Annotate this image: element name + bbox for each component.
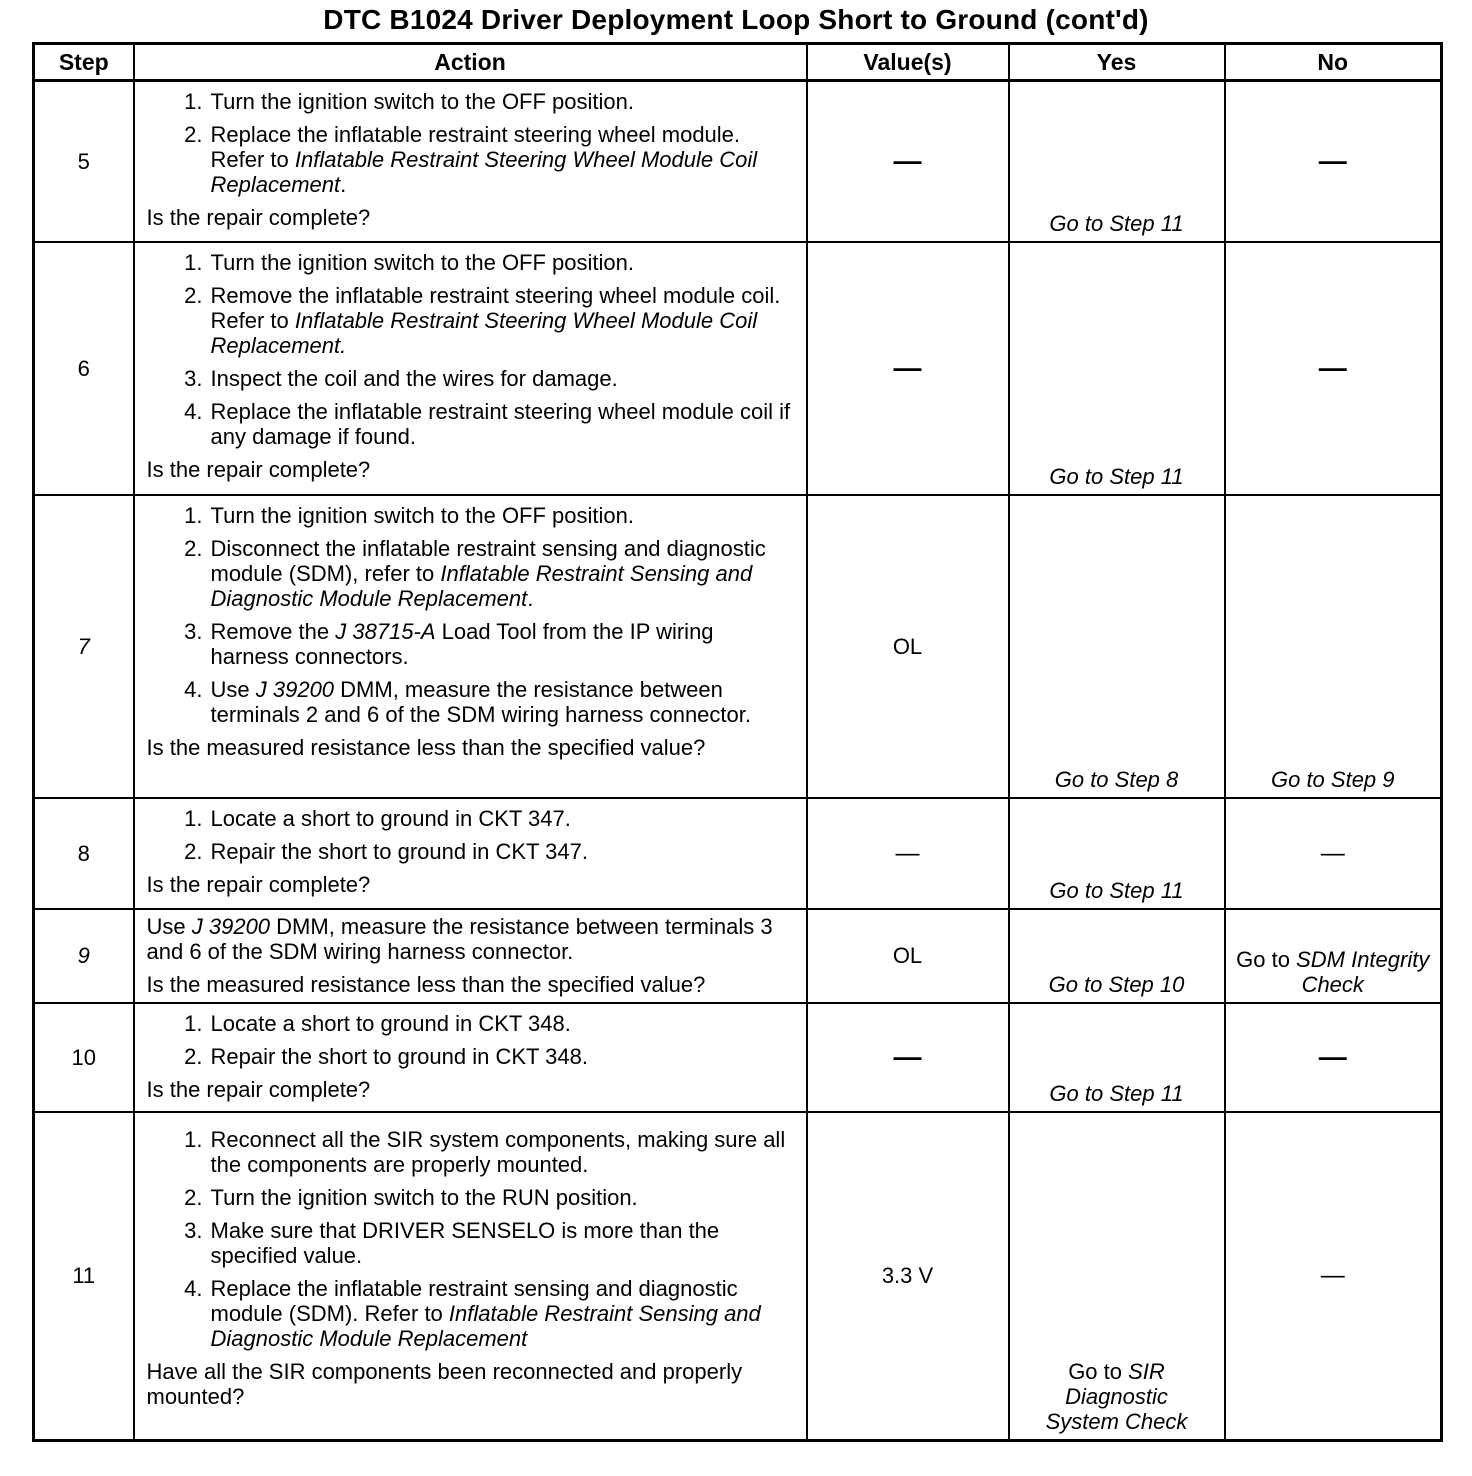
item-number: 4. xyxy=(184,676,203,702)
no-goto: — xyxy=(1318,351,1347,383)
reference-link: Inflatable Restraint Sensing and Diagnostic Module Replacement xyxy=(210,560,753,611)
item-text: Replace the inflatable restraint steering wheel module. Refer to xyxy=(210,122,741,172)
item-text: Repair the short to ground in CKT 347. xyxy=(210,838,588,864)
no-cell xyxy=(1225,798,1442,909)
item-text: Locate a short to ground in CKT 347. xyxy=(210,805,571,831)
item-text-start: Use xyxy=(210,676,256,702)
list-item xyxy=(147,1044,796,1069)
question: Is the repair complete? xyxy=(146,871,371,897)
value: — xyxy=(893,144,922,176)
header-no: No xyxy=(1225,44,1442,81)
item-number: 1. xyxy=(184,1010,203,1036)
reference-link: Inflatable Restraint Steering Wheel Module Coil Replacement. xyxy=(210,307,758,358)
step-number: 9 xyxy=(34,909,134,1003)
list-item xyxy=(147,1127,796,1177)
item-number: 1. xyxy=(184,805,203,831)
list-item xyxy=(147,1185,796,1210)
action-cell xyxy=(134,242,807,495)
no-cell xyxy=(1225,495,1442,798)
yes-cell xyxy=(1009,909,1225,1003)
value-cell: 3.3 V xyxy=(807,1112,1009,1441)
list-item xyxy=(147,89,796,114)
yes-goto-prefix: Go to xyxy=(1068,1359,1129,1384)
list-item xyxy=(147,806,796,831)
question: Is the repair complete? xyxy=(146,456,371,482)
value-cell: OL xyxy=(807,495,1009,798)
reference-link: SIR Diagnostic System Check xyxy=(1045,1359,1188,1434)
item-number: 3. xyxy=(184,618,203,644)
no-cell xyxy=(1225,909,1442,1003)
item-text: DMM, measure the resistance between terminals 3 and 6 of the SDM wiring harness connector. xyxy=(146,913,773,964)
question: Is the measured resistance less than the specified value? xyxy=(146,734,706,760)
yes-cell xyxy=(1009,495,1225,798)
no-cell xyxy=(1225,1112,1442,1441)
table-row xyxy=(34,1003,1442,1112)
no-cell xyxy=(1225,81,1442,242)
no-goto: — xyxy=(1320,839,1345,867)
tool-number: J 38715-A xyxy=(335,618,436,644)
item-text-end: . xyxy=(340,172,347,197)
item-number: 1. xyxy=(184,249,203,275)
header-action: Action xyxy=(134,44,807,81)
step-number: 6 xyxy=(34,242,134,495)
list-item xyxy=(147,399,796,449)
yes-cell xyxy=(1009,798,1225,909)
action-cell xyxy=(134,798,807,909)
reference-link: Inflatable Restraint Sensing and Diagnostic Module Replacement xyxy=(210,1300,761,1351)
list-item xyxy=(147,1276,796,1351)
list-item xyxy=(147,503,796,528)
yes-goto: Go to Step 11 xyxy=(1049,210,1184,236)
item-text: Make sure that DRIVER SENSELO is more than the specified value. xyxy=(210,1217,720,1268)
item-number: 2. xyxy=(184,838,203,864)
item-text: Turn the ignition switch to the OFF position. xyxy=(210,249,634,275)
diagnostic-table xyxy=(32,42,1443,1442)
item-text: Replace the inflatable restraint steering wheel module coil if any damage if found. xyxy=(210,398,791,449)
table-row xyxy=(34,909,1442,1003)
item-text: Disconnect the inflatable restraint sensing and diagnostic module (SDM), refer to xyxy=(210,535,766,586)
item-number: 4. xyxy=(184,1275,203,1301)
no-cell xyxy=(1225,242,1442,495)
page-title: DTC B1024 Driver Deployment Loop Short to Ground (cont'd) xyxy=(323,4,1149,35)
value-cell: OL xyxy=(807,909,1009,1003)
step-number: 5 xyxy=(34,81,134,242)
question: Is the repair complete? xyxy=(146,205,371,230)
value: — xyxy=(893,1040,922,1072)
yes-cell xyxy=(1009,1003,1225,1112)
item-number: 1. xyxy=(184,502,203,528)
item-text: Replace the inflatable restraint sensing and diagnostic module (SDM). Refer to xyxy=(210,1275,738,1326)
no-cell xyxy=(1225,1003,1442,1112)
list-item xyxy=(147,250,796,275)
no-goto: — xyxy=(1320,1262,1345,1290)
item-text-start: Use xyxy=(146,913,192,939)
question: Is the repair complete? xyxy=(146,1076,371,1102)
step-number: 11 xyxy=(34,1112,134,1441)
list-item xyxy=(147,122,796,197)
action-text xyxy=(147,914,796,964)
question: Is the measured resistance less than the specified value? xyxy=(146,971,706,997)
step-number: 7 xyxy=(34,495,134,798)
item-text-start: Remove the xyxy=(210,618,336,644)
list-item xyxy=(147,619,796,669)
list-item xyxy=(147,677,796,727)
table-row xyxy=(34,798,1442,909)
reference-link: Inflatable Restraint Steering Wheel Module Coil Replacement xyxy=(210,147,758,197)
item-number: 1. xyxy=(184,1126,203,1152)
tool-number: J 39200 xyxy=(255,676,335,702)
action-cell xyxy=(134,1112,807,1441)
yes-cell xyxy=(1009,242,1225,495)
no-goto: — xyxy=(1318,144,1347,176)
item-number: 1. xyxy=(184,89,203,114)
action-cell xyxy=(134,1003,807,1112)
yes-goto: Go to Step 11 xyxy=(1049,463,1184,489)
value-cell xyxy=(807,798,1009,909)
list-item xyxy=(147,839,796,864)
yes-goto: Go to Step 11 xyxy=(1049,1080,1184,1106)
header-step: Step xyxy=(34,44,134,81)
list-item xyxy=(147,536,796,611)
no-goto: — xyxy=(1318,1040,1347,1072)
item-text: Reconnect all the SIR system components, making sure all the components are properly mounted. xyxy=(210,1126,786,1177)
item-text: Turn the ignition switch to the RUN position. xyxy=(210,1184,638,1210)
item-text: Load Tool from the IP wiring harness connectors. xyxy=(210,618,714,669)
header-row xyxy=(34,44,1442,81)
list-item xyxy=(147,1218,796,1268)
item-number: 3. xyxy=(184,365,203,391)
step-number: 8 xyxy=(34,798,134,909)
item-number: 3. xyxy=(184,1217,203,1243)
item-text-end: . xyxy=(527,585,534,611)
no-goto-prefix: Go to xyxy=(1236,946,1297,972)
value-cell xyxy=(807,81,1009,242)
action-cell xyxy=(134,909,807,1003)
item-text: DMM, measure the resistance between terminals 2 and 6 of the SDM wiring harness connector. xyxy=(210,676,751,727)
item-text: Remove the inflatable restraint steering wheel module coil. Refer to xyxy=(210,282,781,333)
item-text: Turn the ignition switch to the OFF position. xyxy=(210,89,634,114)
table-row xyxy=(34,242,1442,495)
yes-cell xyxy=(1009,81,1225,242)
value-cell xyxy=(807,1003,1009,1112)
table-row xyxy=(34,495,1442,798)
step-number: 10 xyxy=(34,1003,134,1112)
table-row xyxy=(34,81,1442,242)
item-number: 2. xyxy=(184,535,203,561)
tool-number: J 39200 xyxy=(191,913,271,939)
item-number: 2. xyxy=(184,1043,203,1069)
list-item xyxy=(147,1011,796,1036)
action-cell xyxy=(134,81,807,242)
list-item xyxy=(147,366,796,391)
item-number: 2. xyxy=(184,1184,203,1210)
value: — xyxy=(895,839,920,867)
list-item xyxy=(147,283,796,358)
table-row xyxy=(34,1112,1442,1441)
item-number: 4. xyxy=(184,398,203,424)
header-yes: Yes xyxy=(1009,44,1225,81)
value-cell xyxy=(807,242,1009,495)
value: — xyxy=(893,351,922,383)
action-cell xyxy=(134,495,807,798)
item-text: Repair the short to ground in CKT 348. xyxy=(210,1043,588,1069)
yes-goto: Go to Step 11 xyxy=(1049,877,1184,903)
no-goto: Go to Step 9 xyxy=(1270,766,1395,792)
item-number: 2. xyxy=(184,282,203,308)
yes-goto: Go to Step 10 xyxy=(1048,971,1185,997)
yes-cell xyxy=(1009,1112,1225,1441)
question: Have all the SIR components been reconnected and properly mounted? xyxy=(146,1358,743,1409)
header-value: Value(s) xyxy=(807,44,1009,81)
item-text: Locate a short to ground in CKT 348. xyxy=(210,1010,571,1036)
item-number: 2. xyxy=(184,122,203,147)
reference-link: SDM Integrity Check xyxy=(1296,946,1430,997)
yes-goto: Go to Step 8 xyxy=(1054,766,1179,792)
item-text: Turn the ignition switch to the OFF position. xyxy=(210,502,634,528)
item-text: Inspect the coil and the wires for damage. xyxy=(210,365,618,391)
